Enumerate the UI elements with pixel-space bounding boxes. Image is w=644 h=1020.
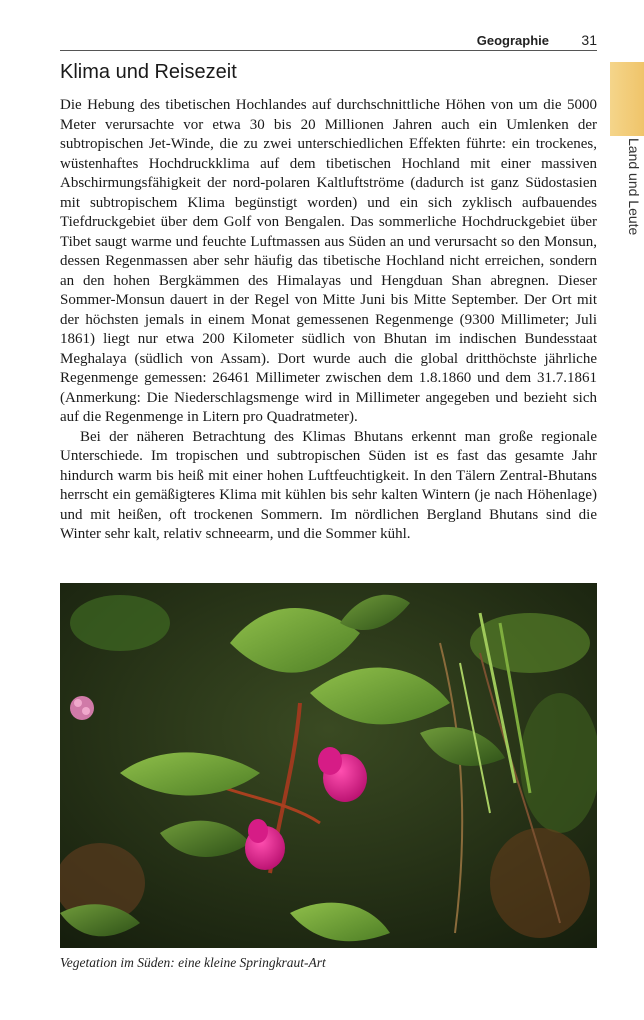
section-title: Geographie — [476, 33, 549, 48]
running-header — [60, 30, 597, 50]
article-body — [60, 96, 597, 545]
paragraph: Die Hebung des tibetischen Hochlandes auf durchschnittliche Höhen von um die 5000 Meter verursachte vor etwa 30 bis 20 Millionen Jahren auch ein Umlenken der subtropischen Jet-Winde, die zu zwei unterschiedlichen Effekten führte: ein trockenes, wüstenhaftes Hochdruckklima auf dem tibetischen Hochland mit einer massiven Abschirmungsfähigkeit der nord-polaren Kaltluftströme (dadurch ist ganz Südostasien mit subtropischem Klima begünstigt worden) und ein sich zyklisch aufbauendes Tiefdruckgebiet über dem Golf von Bengalen. Das sommerliche Hochdruckgebiet über Tibet saugt warme und feuchte Luftmassen aus Süden an und verursacht so den Monsun, dessen Regenmassen aber sehr häufig das tibetische Hochland nicht erreichen, sondern an den hohen Bergkämmen des Himalayas und Hengduan Shan abregnen. Dieser Sommer-Monsun dauert in der Regel von Mitte Juni bis Mitte September. Der Ort mit der höchsten jemals in einem Monat gemessenen Regenmenge (9300 Millimeter; Juli 1861) liegt nur etwa 200 Kilometer südlich von Bhutan im indischen Bundesstaat Meghalaya (südlich von Assam). Dort wurde auch die global dritthöchste jährliche Regenmenge gemessen: 26461 Millimeter zwischen dem 1.8.1860 und dem 31.7.1861 (Anmerkung: Die Niederschlagsmenge wird in Millimeter angegeben und bezieht sich auf die Regenmenge in Litern pro Quadratmeter). — [60, 97, 597, 425]
chapter-tab-marker — [610, 62, 644, 136]
paragraph: Bei der näheren Betrachtung des Klimas Bhutans erkennt man große regionale Unterschiede. Im tropischen und subtropischen Süden ist es fast das gesamte Jahr hindurch warm bis heiß mit einer hohen Luftfeuchtigkeit. In den Tälern Zentral-Bhutans herrscht ein gemäßigteres Klima mit kühlen bis sehr kalten Wintern (je nach Höhenlage) und mit heißen, oft trockenen Sommern. Im nördlichen Bergland Bhutans sind die Winter sehr kalt, relativ schneearm, und die Sommer kühl. — [60, 428, 597, 542]
page-number: 31 — [581, 32, 597, 48]
header-rule — [60, 50, 597, 51]
chapter-tab-label: Land und Leute — [626, 138, 642, 236]
article-title: Klima und Reisezeit — [60, 61, 237, 83]
vegetation-photo — [60, 583, 597, 948]
figure-caption: Vegetation im Süden: eine kleine Springkraut-Art — [60, 955, 326, 970]
